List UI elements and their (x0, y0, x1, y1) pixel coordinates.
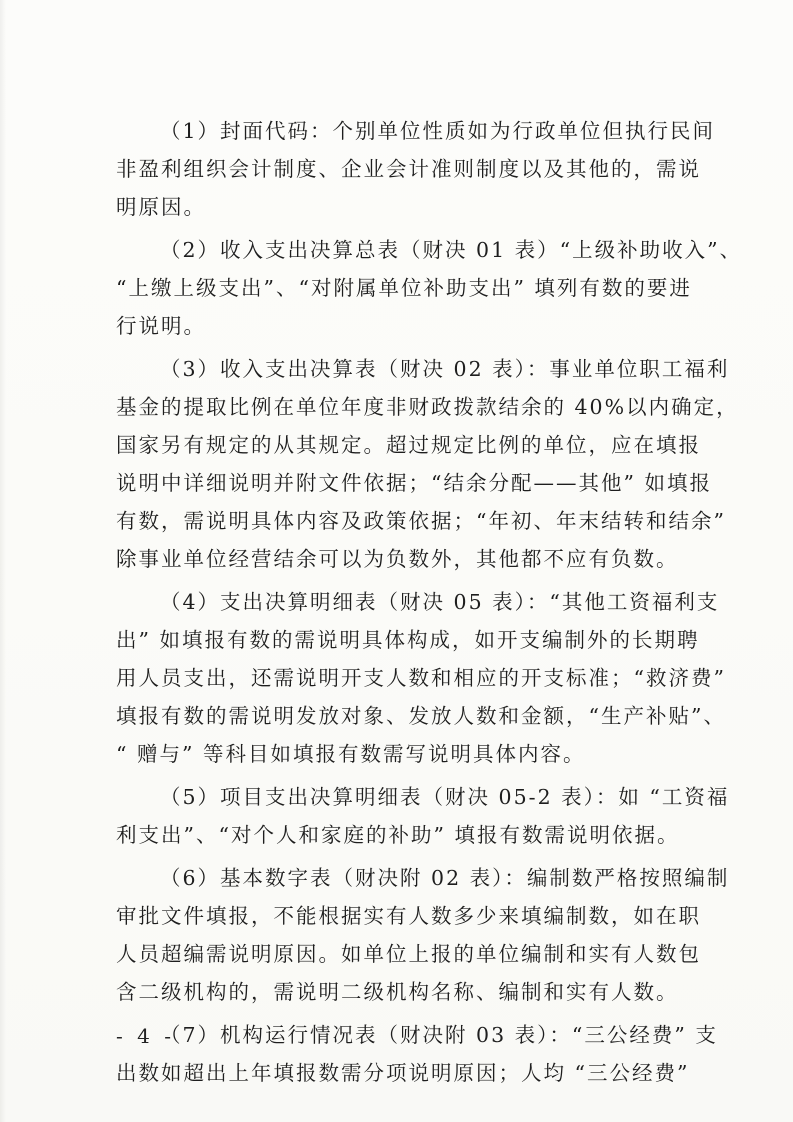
text-line: “上缴上级支出”、“对附属单位补助支出” 填列有数的要进 (116, 276, 692, 300)
text-line: （1）封面代码：个别单位性质如为行政单位但执行民间 (160, 119, 716, 143)
paragraph-7 (116, 1016, 718, 1092)
paragraph-3 (116, 350, 739, 578)
paragraph-4 (116, 583, 726, 773)
text-line: 用人员支出，还需说明开支人数和相应的开支标准；“救济费” (116, 666, 726, 690)
text-line: 非盈利组织会计制度、企业会计准则制度以及其他的，需说 (116, 157, 701, 181)
text-line: 明原因。 (116, 195, 206, 219)
text-line: （5）项目支出决算明细表（财决 05-2 表）：如 “工资福 (160, 785, 730, 809)
scan-edge-shadow (0, 0, 6, 1122)
text-line: 含二级机构的，需说明二级机构名称、编制和实有人数。 (116, 980, 679, 1004)
text-line: 利支出”、“对个人和家庭的补助” 填报有数需说明依据。 (116, 823, 680, 847)
text-line: 有数，需说明具体内容及政策依据；“年初、年末结转和结余” (116, 509, 726, 533)
text-line: 国家另有规定的从其规定。超过规定比例的单位，应在填报 (116, 433, 701, 457)
page-number: - 4 - (116, 1024, 175, 1048)
text-line: （4）支出决算明细表（财决 05 表）：“其他工资福利支 (160, 590, 720, 614)
text-line: 说明中详细说明并附文件依据；“结余分配——其他” 如填报 (116, 471, 712, 495)
paragraph-6 (116, 859, 730, 1011)
text-line: “ 赠与” 等科目如填报有数需写说明具体内容。 (116, 742, 586, 766)
text-line: （6）基本数字表（财决附 02 表）：编制数严格按照编制 (160, 866, 730, 890)
document-body (116, 112, 743, 1097)
text-line: （3）收入支出决算表（财决 02 表）：事业单位职工福利 (160, 357, 730, 381)
text-line: 行说明。 (116, 314, 206, 338)
paragraph-5 (116, 778, 730, 854)
text-line: 填报有数的需说明发放对象、发放人数和金额，“生产补贴”、 (116, 704, 726, 728)
text-line: （2）收入支出决算总表（财决 01 表）“上级补助收入”、 (160, 238, 743, 262)
text-line: （7）机构运行情况表（财决附 03 表）：“三公经费” 支 (160, 1023, 718, 1047)
text-line: 出” 如填报有数的需说明具体构成，如开支编制外的长期聘 (116, 628, 700, 652)
text-line: 人员超编需说明原因。如单位上报的单位编制和实有人数包 (116, 942, 701, 966)
text-line: 审批文件填报，不能根据实有人数多少来填编制数，如在职 (116, 904, 701, 928)
text-line: 出数如超出上年填报数需分项说明原因；人均 “三公经费” (116, 1061, 690, 1085)
paragraph-2 (116, 231, 743, 345)
paragraph-1 (116, 112, 716, 226)
text-line: 基金的提取比例在单位年度非财政拨款结余的 40%以内确定， (116, 395, 739, 419)
text-line: 除事业单位经营结余可以为负数外，其他都不应有负数。 (116, 547, 679, 571)
